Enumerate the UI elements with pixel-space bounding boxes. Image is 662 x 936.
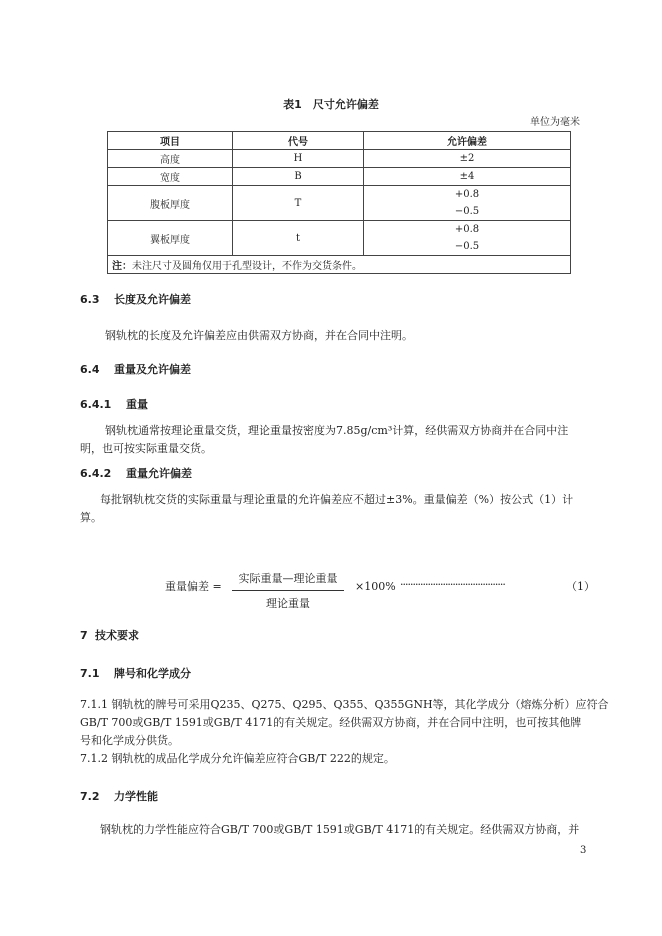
note-label: 注：	[112, 261, 132, 272]
paragraph: 钢轨枕的长度及允许偏差应由供需双方协商，并在合同中注明。	[105, 329, 413, 342]
table-row	[108, 168, 571, 186]
table-title: 表1 尺寸允许偏差	[283, 98, 379, 111]
cell: t	[233, 221, 364, 256]
heading-6-3: 6.3 长度及允许偏差	[80, 293, 191, 306]
paragraph: 每批钢轨枕交货的实际重量与理论重量的允许偏差应不超过±3%。重量偏差（%）按公式（1）计	[100, 493, 574, 506]
table-note-row	[108, 256, 571, 274]
cell: 宽度	[108, 168, 233, 186]
fraction-bar	[232, 590, 344, 591]
paragraph: 钢轨枕的力学性能应符合GB/T 700或GB/T 1591或GB/T 4171的有关规定。经供需双方协商，并	[100, 823, 580, 836]
formula-lhs: 重量偏差 =	[165, 580, 222, 593]
cell: +0.8	[364, 221, 571, 239]
note-text: 未注尺寸及圆角仅用于孔型设计，不作为交货条件。	[132, 261, 362, 272]
cell: +0.8	[364, 186, 571, 204]
formula-dots: ··········································	[400, 578, 505, 591]
cell: 翼板厚度	[108, 221, 233, 256]
cell: B	[233, 168, 364, 186]
paragraph: GB/T 700或GB/T 1591或GB/T 4171的有关规定。经供需双方协商，并在合同中注明，也可按其他牌	[80, 716, 582, 729]
cell: 腹板厚度	[108, 186, 233, 221]
formula-times: ×100%	[355, 580, 396, 593]
cell: 高度	[108, 150, 233, 168]
formula-fraction	[232, 570, 344, 611]
header-cell: 项目	[108, 132, 233, 150]
paragraph: 钢轨枕通常按理论重量交货，理论重量按密度为7.85g/cm³计算，经供需双方协商并在合同中注	[105, 424, 569, 437]
heading-6-4: 6.4 重量及允许偏差	[80, 363, 191, 376]
tolerance-table	[107, 131, 571, 274]
paragraph: 明，也可按实际重量交货。	[80, 442, 212, 455]
numerator: 实际重量—理论重量	[238, 572, 338, 585]
table-row	[108, 186, 571, 204]
heading-6-4-2: 6.4.2 重量允许偏差	[80, 467, 192, 480]
cell: −0.5	[364, 203, 571, 221]
table-unit: 单位为毫米	[530, 117, 580, 128]
paragraph: 7.1.2 钢轨枕的成品化学成分允许偏差应符合GB/T 222的规定。	[80, 752, 395, 765]
heading-6-4-1: 6.4.1 重量	[80, 398, 148, 411]
cell: −0.5	[364, 238, 571, 256]
cell: ±4	[364, 168, 571, 186]
heading-7: 7 技术要求	[80, 629, 139, 642]
paragraph: 7.1.1 钢轨枕的牌号可采用Q235、Q275、Q295、Q355、Q355GNH等，其化学成分（熔炼分析）应符合	[80, 698, 609, 711]
heading-7-2: 7.2 力学性能	[80, 790, 158, 803]
heading-7-1: 7.1 牌号和化学成分	[80, 667, 191, 680]
cell: T	[233, 186, 364, 221]
denominator: 理论重量	[266, 597, 310, 610]
page-number: 3	[580, 845, 587, 856]
cell: ±2	[364, 150, 571, 168]
table-row	[108, 150, 571, 168]
header-cell: 代号	[233, 132, 364, 150]
header-cell: 允许偏差	[364, 132, 571, 150]
paragraph: 算。	[80, 511, 102, 524]
cell: H	[233, 150, 364, 168]
paragraph: 号和化学成分供货。	[80, 734, 179, 747]
table-header-row	[108, 132, 571, 150]
formula-number: （1）	[566, 580, 595, 593]
table-row	[108, 221, 571, 239]
